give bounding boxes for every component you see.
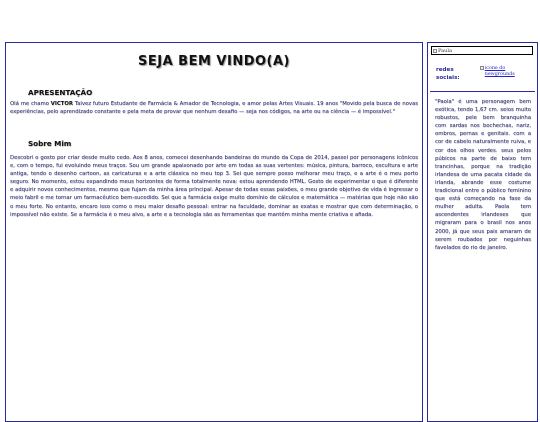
profile-photo-alt: Paula — [438, 47, 452, 54]
apresentacao-text-end: Talvez futuro Estudante de Farmácia & Amador de Tecnologia, e amor pelas Artes Visuais. 19 anos "Movido pela busca de novas experiências, pelo aprendizado constante e pela meta de provar que nenhum desafio — seja nos códigos, na arte ou na ciência — é impossível." — [10, 101, 418, 116]
main-content-panel — [5, 42, 423, 422]
sobre-mim-heading: Sobre Mim — [28, 139, 72, 148]
sidebar-panel — [427, 42, 538, 422]
apresentacao-text-start: Olá me chamo — [10, 101, 51, 107]
character-bio: "Paola" é uma personagem bem exótica, tendo 1,67 cm. seios muito robustos, pele bem branquinha com sardas nos bochechas, nariz, ombros, pernas e genitais. com a cor de cabelo naturalmente ruiva, e cor dos olhos verdes. seus pelos púbicos na parte de baixo tem trancinhas, porque na tradição irlandesa de uma pacata cidade da irlanda, abrande esse costume tradicional entre o público feminino que está começando na fase da mulher adulta. Paola tem ascendentes irlandeses que migraram para o brasil nos anos 2000, já que seus pais amaram de serem roubados por neguinhas favelados do rio de janeiro. — [435, 99, 531, 251]
apresentacao-paragraph — [10, 100, 418, 116]
newgrounds-link[interactable] — [480, 66, 530, 78]
sidebar-divider — [430, 91, 535, 92]
newgrounds-link-alt: icone do newgrounds — [484, 66, 515, 77]
page-title: SEJA BEM VINDO(A) — [138, 54, 290, 69]
profile-photo — [431, 46, 533, 55]
sobre-mim-paragraph: Descobri o gosto por criar desde muito cedo. Aos 8 anos, comecei desenhando bandeiras do mundo da Copa de 2014, passei por personagens icônicos e, com o tempo, fui evoluindo meus traços. Sou um grande apaixonado por arte em todas as suas vertentes: música, pintura, barroco, escultura e arte antiga, tendo o desenho cartoon, as caricaturas e a arte clássica no meu top 3. Sei que sempre posso melhorar meu traço, e a arte é o meu porto seguro. No momento, estou expandindo meus horizontes de forma totalmente nova: estou aprendendo HTML. Gosto de experimentar o que é diferente e adquirir novos conhecimentos, mesmo que fujam da minha área principal. Apesar de todas essas paixões, o meu grande objetivo de vida é ingressar o meio fabril e me tornar um farmacêutico bem-sucedido. Sei que a farmácia exige muito domínio de cálculos e matemática — matérias que hoje não são o meu forte. No entanto, encaro isso como o meu maior desafio pessoal: entrar na faculdade, dominar as exatas e mostrar que com determinação, o impossível não existe. Se a farmácia é o meu alvo, a arte e a tecnologia são as ferramentas que mantêm minha mente criativa e afiada. — [10, 155, 418, 218]
broken-image-icon — [433, 49, 437, 53]
apresentacao-heading: APRESENTAÇÃO — [28, 88, 93, 97]
social-label: redes sociais: — [436, 67, 460, 81]
newgrounds-icon — [480, 66, 484, 70]
author-name: VICTOR — [50, 101, 73, 107]
